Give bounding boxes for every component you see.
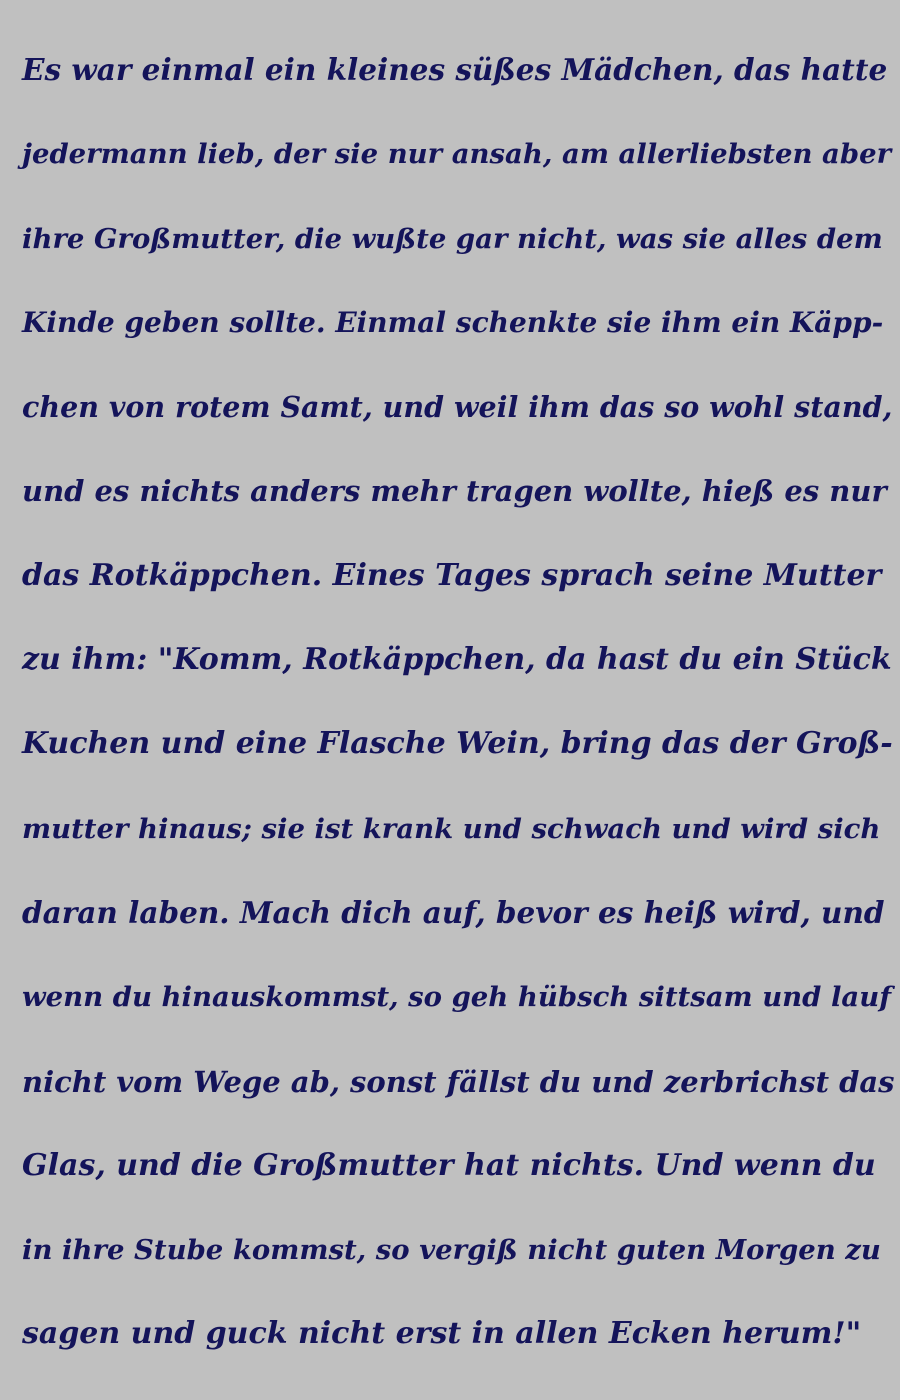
text-line-8: zu ihm: "Komm, Rotkäppchen, da hast du ein Stück [22, 642, 892, 678]
text-line-14: Glas, und die Großmutter hat nichts. Und wenn du [22, 1147, 876, 1183]
text-line-7: das Rotkäppchen. Eines Tages sprach seine Mutter [22, 557, 882, 593]
text-line-16: sagen und guck nicht erst in allen Ecken herum!" [22, 1316, 862, 1352]
text-line-15: in ihre Stube kommst, so vergiß nicht guten Morgen zu [22, 1234, 881, 1267]
text-line-3: ihre Großmutter, die wußte gar nicht, was sie alles dem [22, 222, 883, 255]
text-line-9: Kuchen und eine Flasche Wein, bring das der Groß- [22, 726, 893, 762]
text-line-2: jedermann lieb, der sie nur ansah, am allerliebsten aber [22, 138, 892, 171]
text-line-12: wenn du hinauskommst, so geh hübsch sittsam und lauf [22, 981, 892, 1014]
text-line-1: Es war einmal ein kleines süßes Mädchen, das hatte [22, 52, 888, 87]
text-line-6: und es nichts anders mehr tragen wollte, hieß es nur [22, 474, 887, 509]
text-line-13: nicht vom Wege ab, sonst fällst du und zerbrichst das [22, 1064, 895, 1099]
text-line-10: mutter hinaus; sie ist krank und schwach und wird sich [22, 812, 881, 845]
text-line-5: chen von rotem Samt, und weil ihm das so wohl stand, [22, 390, 893, 425]
text-line-4: Kinde geben sollte. Einmal schenkte sie ihm ein Käpp- [22, 305, 884, 339]
text-line-11: daran laben. Mach dich auf, bevor es heiß wird, und [22, 894, 885, 930]
